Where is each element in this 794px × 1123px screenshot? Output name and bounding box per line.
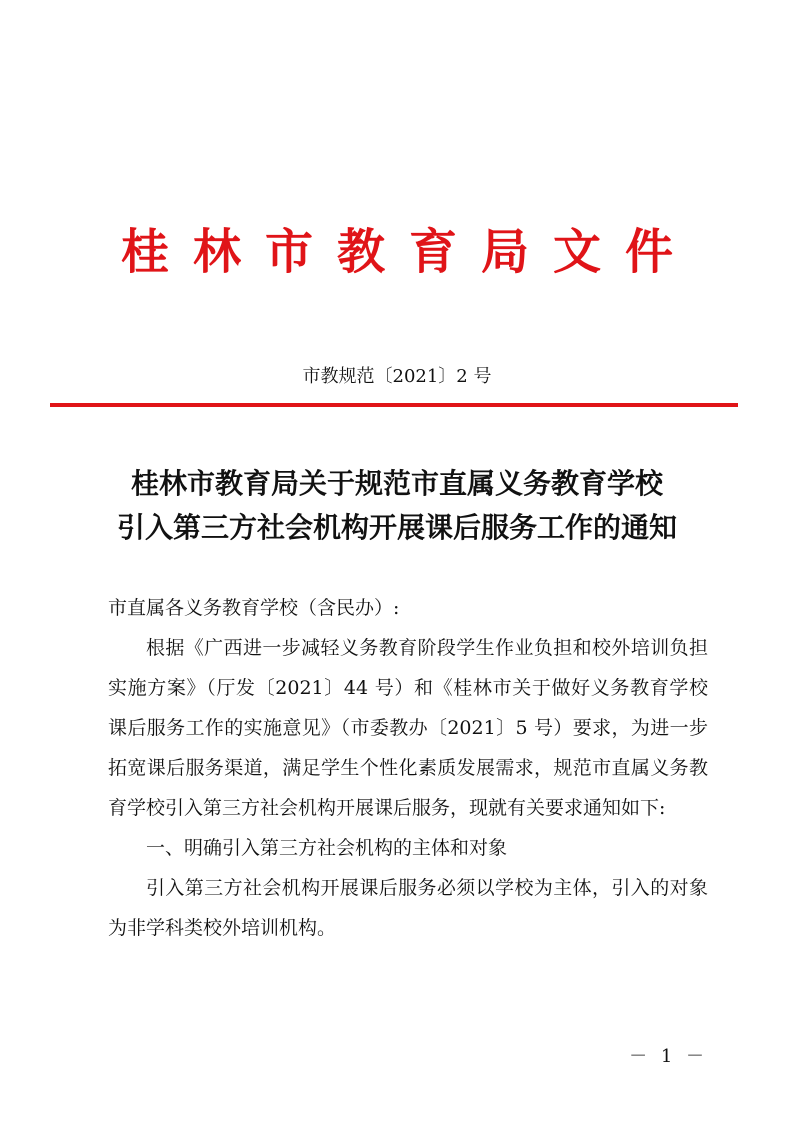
body-paragraph-1: 根据《广西进一步减轻义务教育阶段学生作业负担和校外培训负担实施方案》（厅发〔2021〕44 号）和《桂林市关于做好义务教育学校课后服务工作的实施意见》（市委教办〔2021〕5 号）要求，为进一步拓宽课后服务渠道，满足学生个性化素质发展需求，规范市直属义务教育学校引入第三方社会机构开展课后服务，现就有关要求通知如下: bbox=[108, 637, 708, 819]
document-body bbox=[108, 588, 708, 948]
issuer-header-title: 桂林市教育局文件 bbox=[120, 224, 697, 280]
document-title-line-1: 桂林市教育局关于规范市直属义务教育学校 bbox=[130, 467, 663, 500]
document-title bbox=[60, 462, 734, 550]
page-number: － 1 － bbox=[629, 1046, 708, 1067]
red-separator-rule bbox=[50, 403, 738, 407]
section-1-heading: 一、明确引入第三方社会机构的主体和对象 bbox=[146, 837, 508, 859]
document-number: 市教规范〔2021〕2 号 bbox=[302, 366, 492, 387]
salutation: 市直属各义务教育学校（含民办）: bbox=[108, 597, 400, 619]
document-title-line-2: 引入第三方社会机构开展课后服务工作的通知 bbox=[116, 511, 677, 544]
section-1-paragraph: 引入第三方社会机构开展课后服务必须以学校为主体，引入的对象为非学科类校外培训机构。 bbox=[108, 877, 708, 939]
